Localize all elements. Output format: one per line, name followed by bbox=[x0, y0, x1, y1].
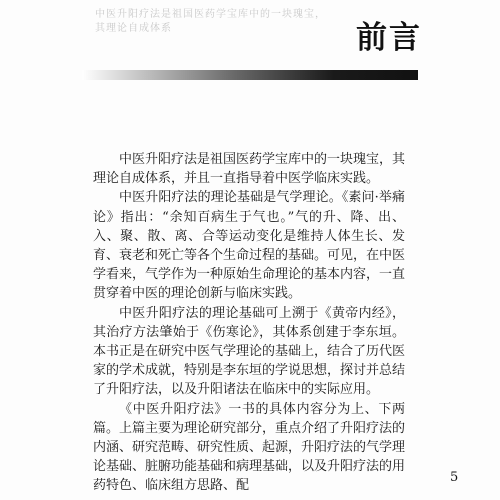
paragraph-2: 中医升阳疗法的理论基础是气学理论。《素问·举痛论》指出：“余知百病生于气也。”气的升、降、出、入、聚、散、离、合等运动变化是维持人体生长、发育、衰老和死亡等各个生命过程的基础。可见，在中医学看来，气学作为一种原始生命理论的基本内容，一直贯穿着中医的理论创新与临床实践。 bbox=[93, 190, 406, 302]
paragraph-1: 中医升阳疗法是祖国医药学宝库中的一块瑰宝，其理论自成体系，并且一直指导着中医学临床实践。 bbox=[93, 152, 406, 187]
body-text bbox=[93, 150, 405, 496]
page-title: 前言 bbox=[356, 20, 422, 56]
bleed-through-text: 中医升阳疗法是祖国医药学宝库中的一块瑰宝，其理论自成体系 bbox=[95, 9, 326, 34]
title-gradient-band bbox=[82, 70, 418, 80]
page-number: 5 bbox=[450, 470, 459, 485]
paragraph-3: 中医升阳疗法的理论基础可上溯于《黄帝内经》，其治疗方法肇始于《伤寒论》，其体系创建于李东垣。本书正是在研究中医气学理论的基础上，结合了历代医家的学术成就，特别是李东垣的学说思想，探讨并总结了升阳疗法，以及升阳诸法在临床中的实际应用。 bbox=[93, 305, 406, 398]
paragraph-4: 《中医升阳疗法》一书的具体内容分为上、下两篇。上篇主要为理论研究部分，重点介绍了升阳疗法的内涵、研究范畴、研究性质、起源，升阳疗法的气学理论基础、脏腑功能基础和病理基础，以及升阳疗法的用药特色、临床组方思路、配 bbox=[93, 401, 406, 494]
